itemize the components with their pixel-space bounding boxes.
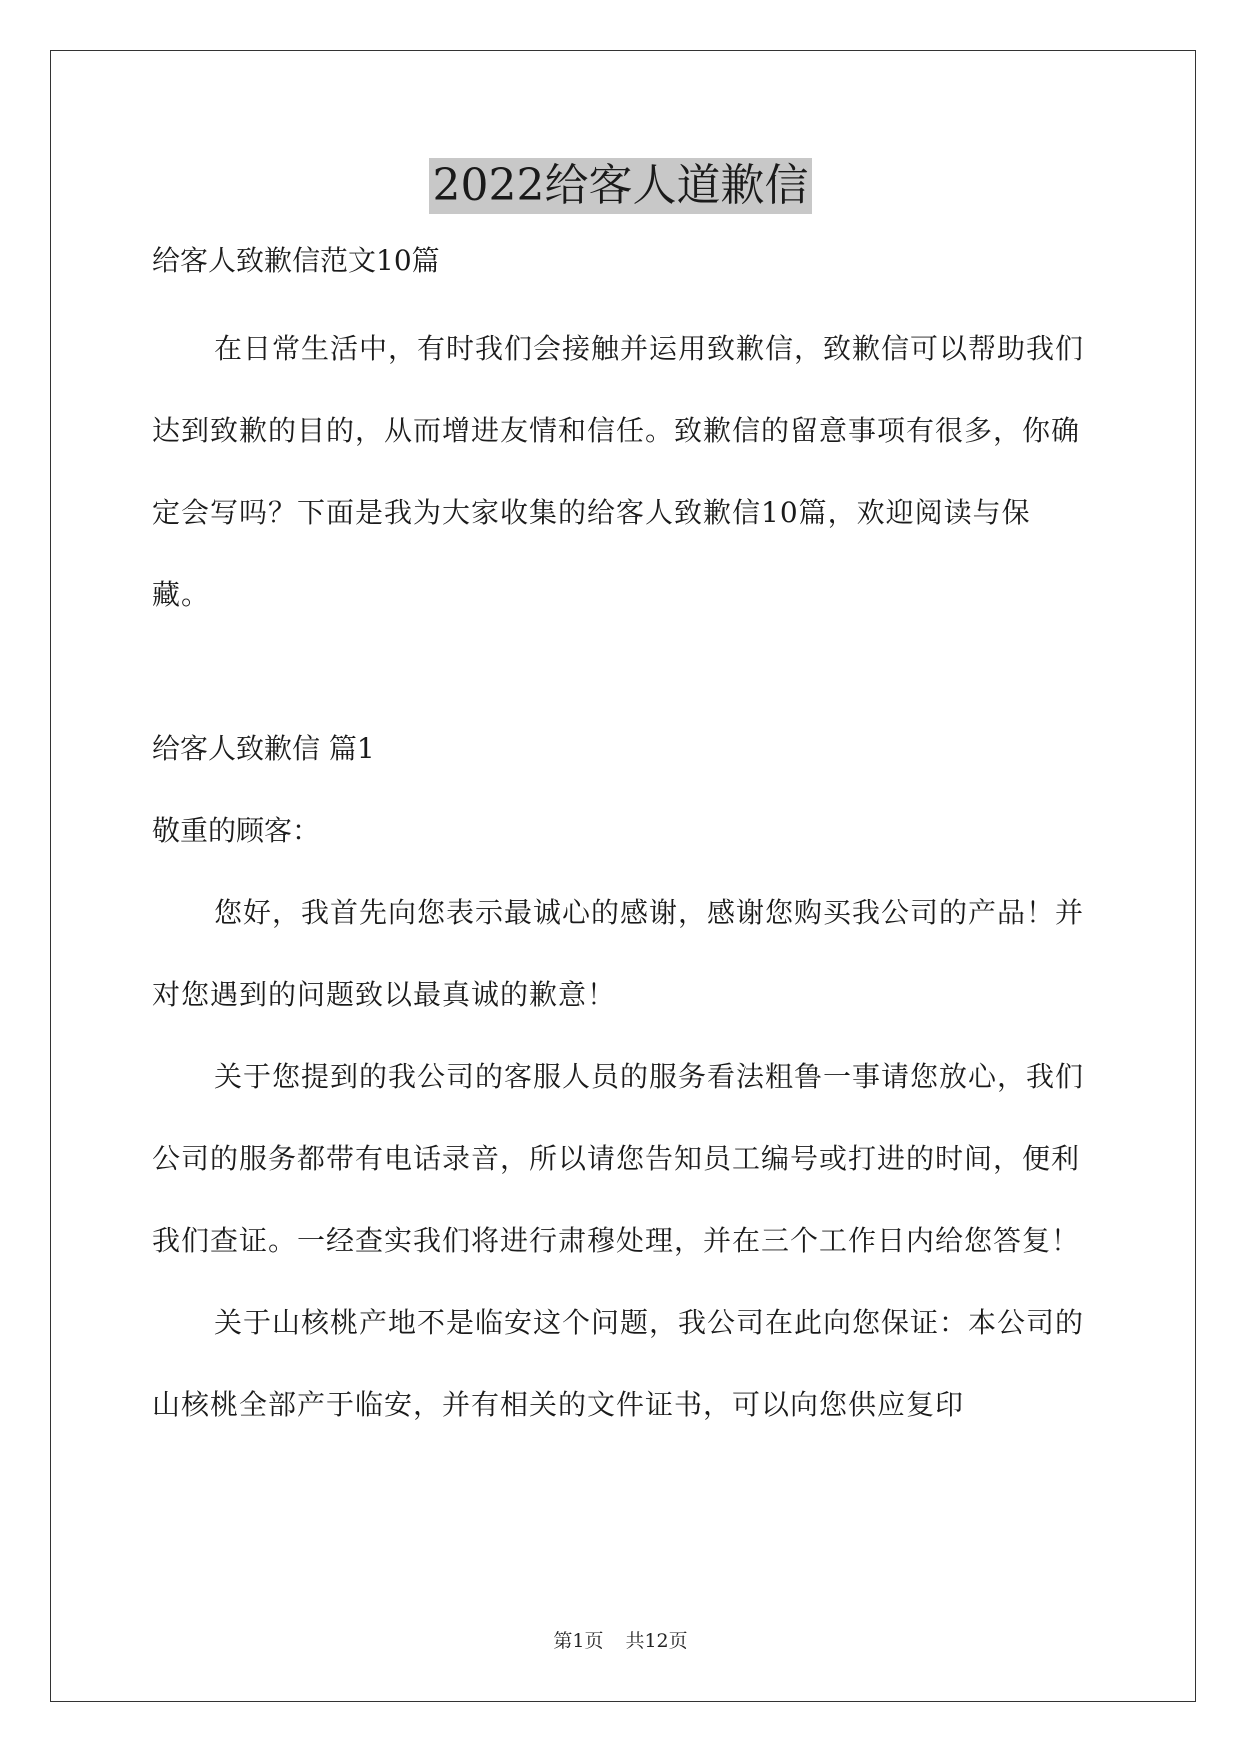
document-body [152,236,1087,1446]
section-heading: 给客人致歉信 篇1 [152,732,375,765]
intro-paragraph: 在日常生活中，有时我们会接触并运用致歉信，致歉信可以帮助我们达到致歉的目的，从而增进友情和信任。致歉信的留意事项有很多，你确定会写吗？下面是我为大家收集的给客人致歉信10篇，欢迎阅读与保藏。 [152,332,1085,611]
page-total: 共12页 [625,1630,688,1652]
document-title [0,158,1241,214]
body-paragraph-2: 关于您提到的我公司的客服人员的服务看法粗鲁一事请您放心，我们公司的服务都带有电话录音，所以请您告知员工编号或打进的时间，便利我们查证。一经查实我们将进行肃穆处理，并在三个工作日内给您答复！ [152,1060,1085,1257]
document-subtitle: 给客人致歉信范文10篇 [152,244,440,277]
document-title-text: 2022给客人道歉信 [429,158,813,214]
page-number: 第1页 [553,1630,604,1652]
salutation: 敬重的顾客： [152,814,321,847]
body-paragraph-3: 关于山核桃产地不是临安这个问题，我公司在此向您保证：本公司的山核桃全部产于临安，并有相关的文件证书，可以向您供应复印 [152,1306,1085,1421]
page-footer [0,1628,1241,1654]
body-paragraph-1: 您好，我首先向您表示最诚心的感谢，感谢您购买我公司的产品！并对您遇到的问题致以最真诚的歉意！ [152,896,1085,1011]
